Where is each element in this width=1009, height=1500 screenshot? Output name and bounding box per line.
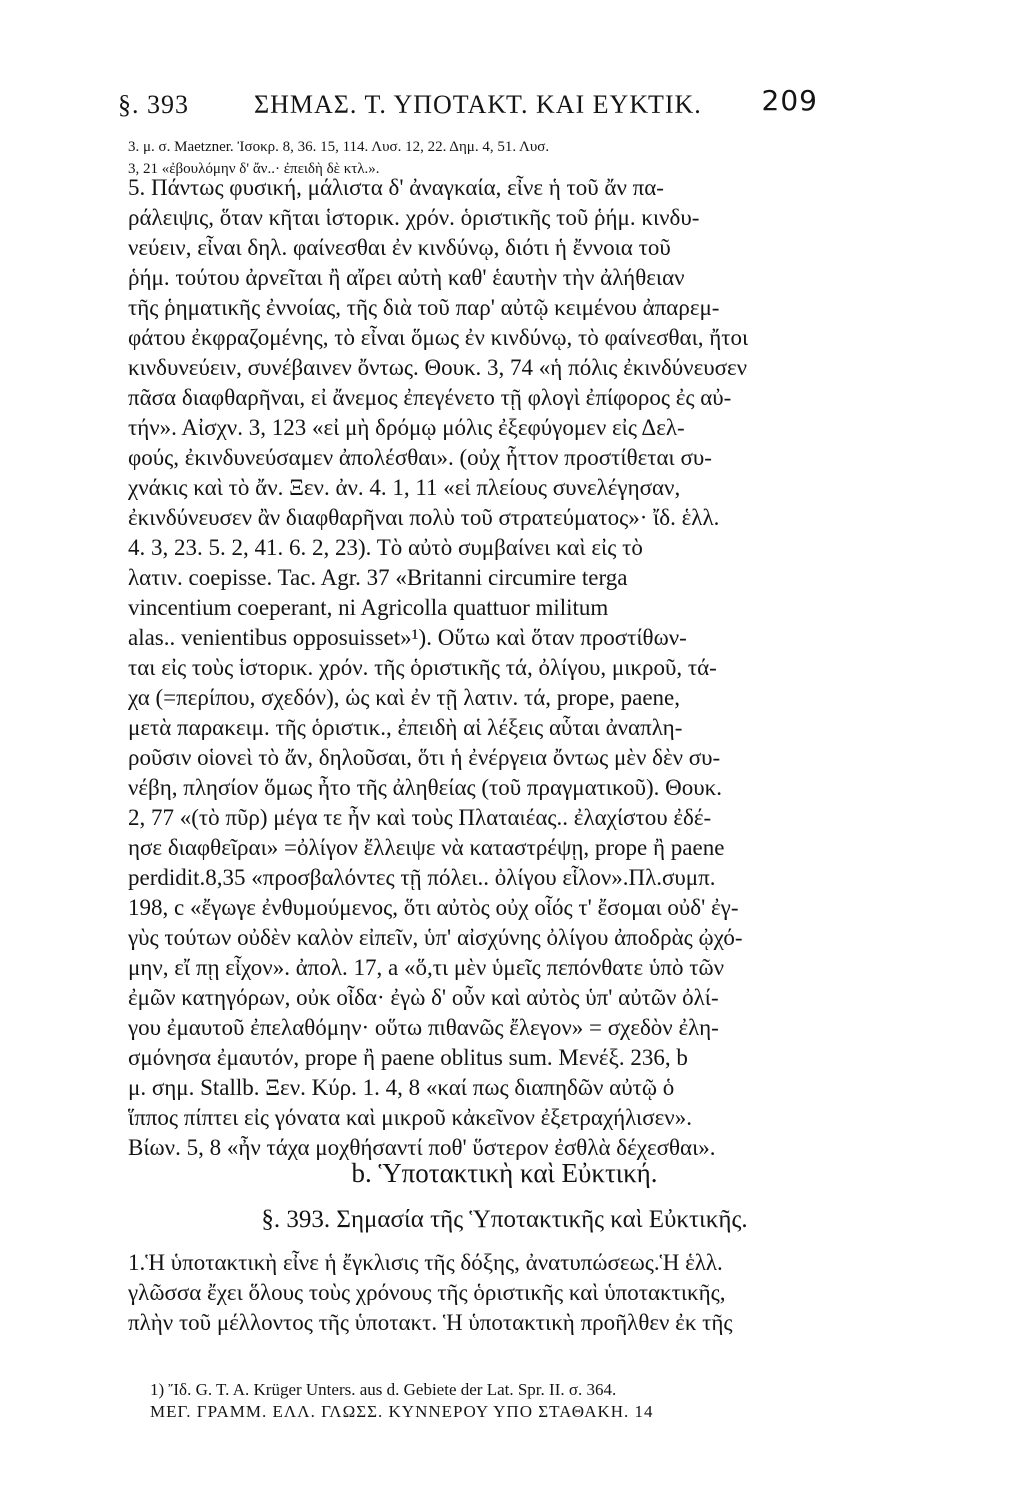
- text-line: ροῦσιν οἱονεὶ τὸ ἄν, δηλοῦσαι, ὅτι ἡ ἐνέργεια ὄντως μὲν δὲν συ-: [128, 745, 721, 770]
- text-line: perdidit.8,35 «προσβαλόντες τῇ πόλει.. ὀλίγου εἷλον».Πλ.συμπ.: [128, 865, 716, 890]
- text-line: ῥήμ. τούτου ἀρνεῖται ἢ αἴρει αὐτὴ καθ' ἑαυτὴν τὴν ἀλήθειαν: [128, 265, 685, 290]
- text-line: ησε διαφθεῖραι» =ὀλίγον ἔλλειψε νὰ καταστρέψῃ, prope ἢ paene: [128, 835, 725, 860]
- text-line: alas.. venientibus opposuisset»¹). Οὕτω καὶ ὅταν προστίθων-: [128, 625, 687, 650]
- text-line: νεύειν, εἶναι δηλ. φαίνεσθαι ἐν κινδύνῳ, διότι ἡ ἔννοια τοῦ: [128, 235, 671, 260]
- main-paragraph: [128, 173, 818, 1163]
- text-line: τῆς ῥηματικῆς ἐννοίας, τῆς διὰ τοῦ παρ' αὐτῷ κειμένου ἀπαρεμ-: [128, 295, 720, 320]
- section-paragraph: [128, 1248, 818, 1338]
- text-line: πλὴν τοῦ μέλλοντος τῆς ὑποτακτ. Ἡ ὑποτακτικὴ προῆλθεν ἐκ τῆς: [128, 1310, 733, 1335]
- text-line: χνάκις καὶ τὸ ἄν. Ξεν. ἀν. 4. 1, 11 «εἰ πλείους συνελέγησαν,: [128, 475, 681, 500]
- text-line: γὺς τούτων οὐδὲν καλὸν εἰπεῖν, ὑπ' αἰσχύνης ὀλίγου ἀποδρὰς ᾠχό-: [128, 925, 743, 950]
- text-line: ἐκινδύνευσεν ἂν διαφθαρῆναι πολὺ τοῦ στρατεύματος»· ἴδ. ἑλλ.: [128, 505, 720, 530]
- text-line: ράλειψις, ὅταν κῆται ἱστορικ. χρόν. ὁριστικῆς τοῦ ῥήμ. κινδυ-: [128, 205, 700, 230]
- text-line: φούς, ἐκινδυνεύσαμεν ἀπολέσθαι». (οὐχ ἧττον προστίθεται συ-: [128, 445, 712, 470]
- text-line: μ. σημ. Stallb. Ξεν. Κύρ. 1. 4, 8 «καί πως διαπηδῶν αὐτῷ ὁ: [128, 1075, 675, 1100]
- text-line: 5. Πάντως φυσική, μάλιστα δ' ἀναγκαία, εἶνε ἡ τοῦ ἄν πα-: [128, 175, 664, 200]
- text-line: σμόνησα ἐμαυτόν, prope ἢ paene oblitus sum. Μενέξ. 236, b: [128, 1045, 688, 1070]
- subsection-heading: b. Ὑποτακτικὴ καὶ Εὐκτική.: [351, 1158, 658, 1188]
- text-line: 2, 77 «(τὸ πῦρ) μέγα τε ἦν καὶ τοὺς Πλαταιέας.. ἐλαχίστου ἐδέ-: [128, 805, 712, 830]
- text-line: 4. 3, 23. 5. 2, 41. 6. 2, 23). Τὸ αὐτὸ συμβαίνει καὶ εἰς τὸ: [128, 535, 643, 560]
- text-line: ται εἰς τοὺς ἱστορικ. χρόν. τῆς ὁριστικῆς τά, ὀλίγου, μικροῦ, τά-: [128, 655, 717, 680]
- text-line: χα (=περίπου, σχεδόν), ὡς καὶ ἐν τῇ λατιν. τά, prope, paene,: [128, 685, 680, 710]
- text-line: 198, c «ἔγωγε ἐνθυμούμενος, ὅτι αὐτὸς οὐχ οἷός τ' ἔσομαι οὐδ' ἐγ-: [128, 895, 739, 920]
- text-line: μην, εἴ πῃ εἶχον». ἀπολ. 17, a «ὅ,τι μὲν ὑμεῖς πεπόνθατε ὑπὸ τῶν: [128, 955, 724, 980]
- text-line: μετὰ παρακειμ. τῆς ὁριστικ., ἐπειδὴ αἱ λέξεις αὗται ἀναπλη-: [128, 715, 683, 740]
- text-line: λατιν. coepisse. Tac. Agr. 37 «Britanni circumire terga: [128, 565, 628, 590]
- text-line: νέβη, πλησίον ὅμως ἦτο τῆς ἀληθείας (τοῦ πραγματικοῦ). Θουκ.: [128, 775, 723, 800]
- text-line: φάτου ἐκφραζομένης, τὸ εἶναι ὅμως ἐν κινδύνῳ, τὸ φαίνεσθαι, ἤτοι: [128, 325, 749, 350]
- text-line: vincentium coeperant, ni Agricolla quattuor militum: [128, 595, 609, 620]
- text-line: τήν». Αἰσχν. 3, 123 «εἰ μὴ δρόμῳ μόλις ἐξεφύγομεν εἰς Δελ-: [128, 415, 685, 440]
- page-header: [118, 84, 818, 128]
- page-number: 209: [761, 84, 818, 117]
- text-line: πᾶσα διαφθαρῆναι, εἰ ἄνεμος ἐπεγένετο τῇ φλογὶ ἐπίφορος ἐς αὐ-: [128, 385, 732, 410]
- text-line: γλῶσσα ἔχει ὅλους τοὺς χρόνους τῆς ὁριστικῆς καὶ ὑποτακτικῆς,: [128, 1280, 726, 1305]
- running-title: ΣΗΜΑΣ. Τ. ΥΠΟΤΑΚΤ. ΚΑΙ ΕΥΚΤΙΚ.: [254, 90, 702, 119]
- text-line: 3, 21 «ἐβουλόμην δ' ἄν..· ἐπειδὴ δὲ κτλ.».: [128, 161, 380, 177]
- text-line: Βίων. 5, 8 «ἦν τάχα μοχθήσαντί ποθ' ὕστερον ἐσθλὰ δέχεσθαι».: [128, 1135, 716, 1160]
- header-section-number: §. 393: [118, 90, 189, 119]
- text-line: ἵππος πίπτει εἰς γόνατα καὶ μικροῦ κἀκεῖνον ἐξετραχήλισεν».: [128, 1105, 692, 1130]
- text-line: γου ἐμαυτοῦ ἐπελαθόμην· οὕτω πιθανῶς ἔλεγον» = σχεδὸν ἐλη-: [128, 1015, 719, 1040]
- footnote: 1) Ἴδ. G. T. A. Krüger Unters. aus d. Gebiete der Lat. Spr. II. σ. 364.: [150, 1380, 617, 1399]
- text-line: 3. μ. σ. Maetzner. Ἰσοκρ. 8, 36. 15, 114. Λυσ. 12, 22. Δημ. 4, 51. Λυσ.: [128, 139, 550, 155]
- section-heading: §. 393. Σημασία τῆς Ὑποτακτικῆς καὶ Εὐκτικῆς.: [261, 1206, 748, 1233]
- printer-signature: ΜΕΓ. ΓΡΑΜΜ. ΕΛΛ. ΓΛΩΣΣ. ΚΥΝΝΕΡΟΥ ΥΠΟ ΣΤΑΘΑΚΗ. 14: [150, 1402, 654, 1421]
- text-line: 1.Ἡ ὑποτακτικὴ εἶνε ἡ ἔγκλισις τῆς δόξης, ἀνατυπώσεως.Ἡ ἑλλ.: [128, 1250, 723, 1275]
- text-line: κινδυνεύειν, συνέβαινεν ὄντως. Θουκ. 3, 74 «ἡ πόλις ἐκινδύνευσεν: [128, 355, 748, 380]
- text-line: ἐμῶν κατηγόρων, οὐκ οἶδα· ἐγὼ δ' οὖν καὶ αὐτὸς ὑπ' αὐτῶν ὀλί-: [128, 985, 719, 1010]
